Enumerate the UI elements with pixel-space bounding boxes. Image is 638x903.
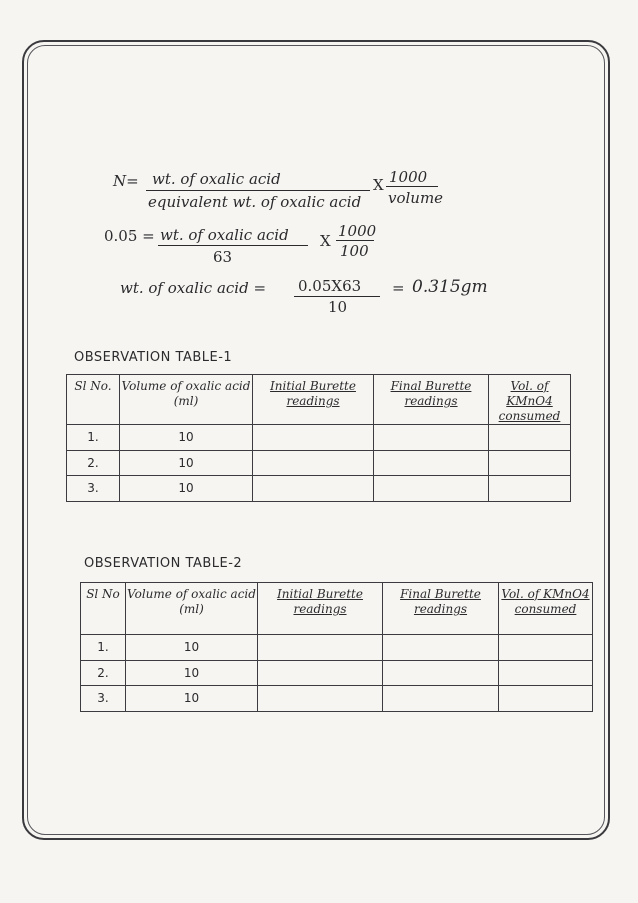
- row-initial: [258, 635, 383, 661]
- eq3-result: 0.315gm: [412, 277, 488, 297]
- row-sl: 2.: [67, 451, 120, 476]
- eq2-denominator: 63: [213, 248, 233, 266]
- header-initial-burette: Initial Burette readings: [258, 583, 383, 635]
- row-volume: 10: [120, 476, 253, 502]
- row-sl: 1.: [67, 425, 120, 451]
- row-final: [383, 661, 499, 686]
- row-volume: 10: [126, 635, 258, 661]
- row-consumed: [489, 476, 571, 502]
- row-final: [374, 425, 489, 451]
- eq1-numerator: wt. of oxalic acid: [152, 170, 281, 188]
- row-initial: [253, 425, 374, 451]
- eq1-denominator: equivalent wt. of oxalic acid: [148, 193, 362, 211]
- header-initial-burette: Initial Burette readings: [253, 375, 374, 425]
- row-consumed: [499, 635, 593, 661]
- table-row: [67, 425, 571, 451]
- eq1-factor-num: 1000: [389, 168, 428, 186]
- table-row: [81, 686, 593, 712]
- eq1-times: X: [373, 176, 384, 194]
- header-final-burette: Final Burette readings: [383, 583, 499, 635]
- observation-table-2: [80, 582, 593, 712]
- row-final: [374, 451, 489, 476]
- eq2-factor-num: 1000: [338, 222, 377, 240]
- header-final-burette: Final Burette readings: [374, 375, 489, 425]
- row-sl: 3.: [81, 686, 126, 712]
- row-sl: 1.: [81, 635, 126, 661]
- header-vol-kmno4: Vol. of KMnO4 consumed: [489, 375, 571, 425]
- eq1-factor-line: [386, 186, 438, 187]
- eq2-numerator: wt. of oxalic acid: [160, 226, 289, 244]
- table-row: [81, 635, 593, 661]
- row-volume: 10: [126, 686, 258, 712]
- header-volume: Volume of oxalic acid (ml): [120, 375, 253, 425]
- row-volume: 10: [120, 451, 253, 476]
- eq3-fraction-line: [294, 296, 380, 297]
- eq1-lhs: N=: [113, 172, 139, 190]
- eq3-equals: =: [392, 279, 405, 297]
- row-sl: 2.: [81, 661, 126, 686]
- eq1-fraction-line: [146, 190, 370, 191]
- header-sl-no: Sl No: [81, 583, 126, 635]
- row-volume: 10: [120, 425, 253, 451]
- row-consumed: [499, 661, 593, 686]
- eq2-times: X: [320, 232, 331, 250]
- table1-title: OBSERVATION TABLE-1: [74, 350, 233, 365]
- header-vol-kmno4: Vol. of KMnO4 consumed: [499, 583, 593, 635]
- table-row: [67, 476, 571, 502]
- eq2-factor-line: [336, 240, 374, 241]
- row-final: [374, 476, 489, 502]
- table-row: [81, 661, 593, 686]
- eq3-lhs: wt. of oxalic acid =: [120, 279, 267, 297]
- row-final: [383, 635, 499, 661]
- table2-title: OBSERVATION TABLE-2: [84, 556, 243, 571]
- eq2-lhs: 0.05 =: [104, 227, 155, 245]
- row-consumed: [499, 686, 593, 712]
- header-volume: Volume of oxalic acid (ml): [126, 583, 258, 635]
- table-header-row: [81, 583, 593, 635]
- eq2-fraction-line: [158, 245, 308, 246]
- table-header-row: [67, 375, 571, 425]
- eq3-numerator: 0.05X63: [298, 277, 362, 295]
- row-initial: [253, 451, 374, 476]
- row-volume: 10: [126, 661, 258, 686]
- row-final: [383, 686, 499, 712]
- row-sl: 3.: [67, 476, 120, 502]
- row-initial: [258, 661, 383, 686]
- eq2-factor-den: 100: [340, 242, 369, 260]
- row-initial: [258, 686, 383, 712]
- eq1-factor-den: volume: [388, 189, 444, 207]
- row-consumed: [489, 425, 571, 451]
- row-initial: [253, 476, 374, 502]
- row-consumed: [489, 451, 571, 476]
- header-sl-no: Sl No.: [67, 375, 120, 425]
- observation-table-1: [66, 374, 571, 502]
- eq3-denominator: 10: [328, 298, 348, 316]
- table-row: [67, 451, 571, 476]
